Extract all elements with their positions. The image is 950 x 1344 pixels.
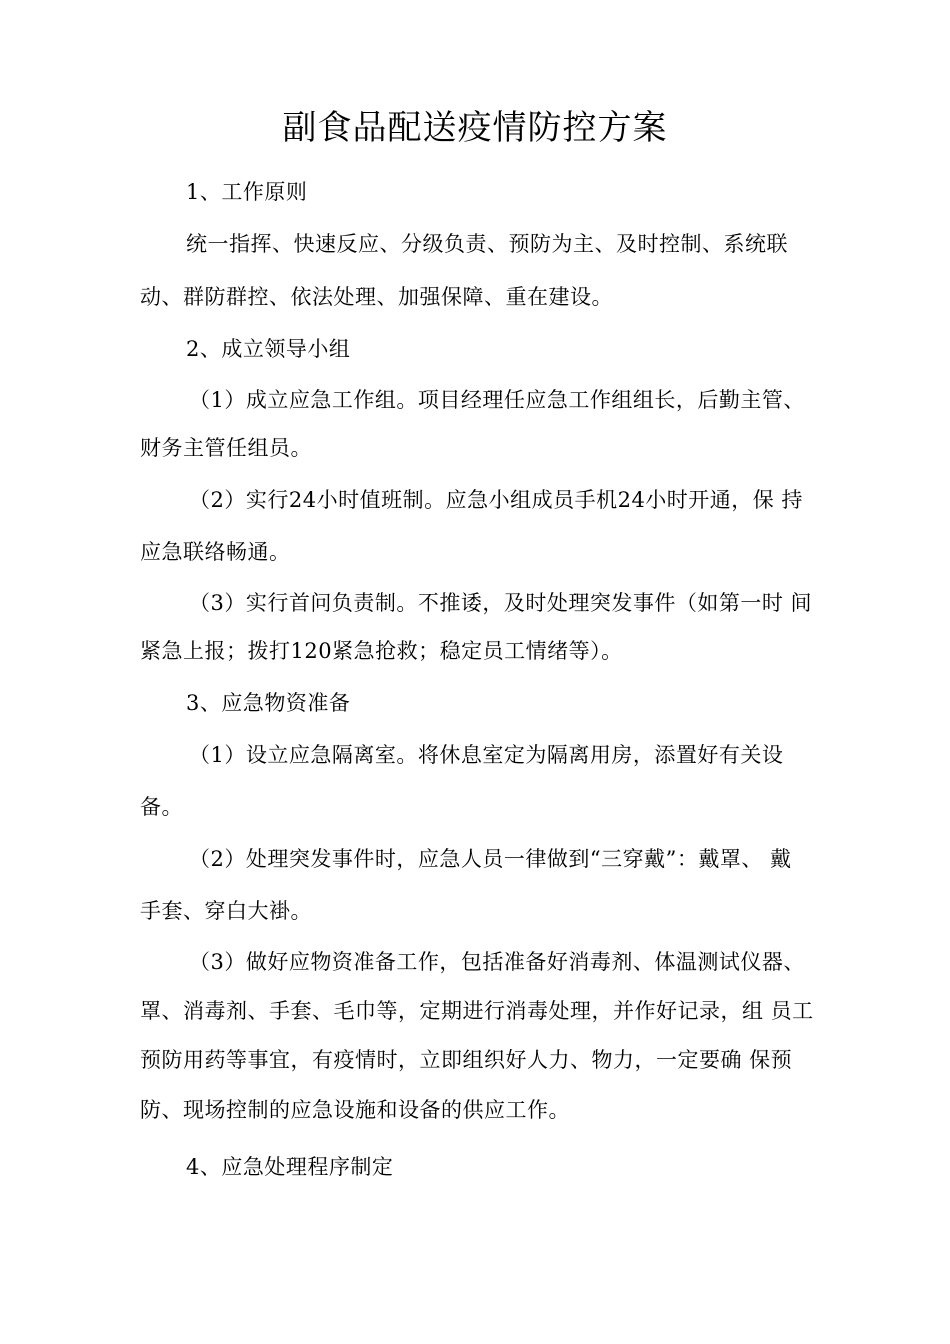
heading-emergency-supplies: 3、应急物资准备 xyxy=(186,691,351,715)
paragraph-line: 应急联络畅通。 xyxy=(140,540,291,564)
paragraph-line: （2）实行24小时值班制。应急小组成员手机24小时开通，保 持 xyxy=(189,488,803,512)
heading-emergency-procedure: 4、应急处理程序制定 xyxy=(186,1155,394,1179)
paragraph-line: （1）成立应急工作组。项目经理任应急工作组组长，后勤主管、 xyxy=(189,388,805,412)
paragraph-line: 罩、消毒剂、手套、毛巾等，定期进行消毒处理，并作好记录，组 员工 xyxy=(140,999,814,1023)
paragraph-line: （1）设立应急隔离室。将休息室定为隔离用房，添置好有关设 xyxy=(189,743,784,767)
paragraph-line: 紧急上报；拨打120紧急抢救；稳定员工情绪等）。 xyxy=(140,639,623,663)
document-title: 副食品配送疫情防控方案 xyxy=(282,108,668,148)
paragraph-line: 防、现场控制的应急设施和设备的供应工作。 xyxy=(140,1098,570,1122)
paragraph-line: 预防用药等事宜，有疫情时，立即组织好人力、物力，一定要确 保预 xyxy=(140,1048,793,1072)
paragraph-line: （3）实行首问负责制。不推诿，及时处理突发事件（如第一时 间 xyxy=(189,591,813,615)
paragraph-line: 备。 xyxy=(140,795,183,819)
paragraph-line: 财务主管任组员。 xyxy=(140,436,312,460)
heading-leadership-group: 2、成立领导小组 xyxy=(186,337,351,361)
paragraph-line: 手套、穿白大褂。 xyxy=(140,899,312,923)
paragraph-line: （2）处理突发事件时，应急人员一律做到“三穿戴”：戴罩、 戴 xyxy=(189,847,792,871)
paragraph-line: 统一指挥、快速反应、分级负责、预防为主、及时控制、系统联 xyxy=(186,232,788,256)
paragraph-line: （3）做好应物资准备工作，包括准备好消毒剂、体温测试仪器、 xyxy=(189,950,805,974)
heading-work-principles: 1、工作原则 xyxy=(186,180,308,204)
paragraph-line: 动、群防群控、依法处理、加强保障、重在建设。 xyxy=(140,285,613,309)
